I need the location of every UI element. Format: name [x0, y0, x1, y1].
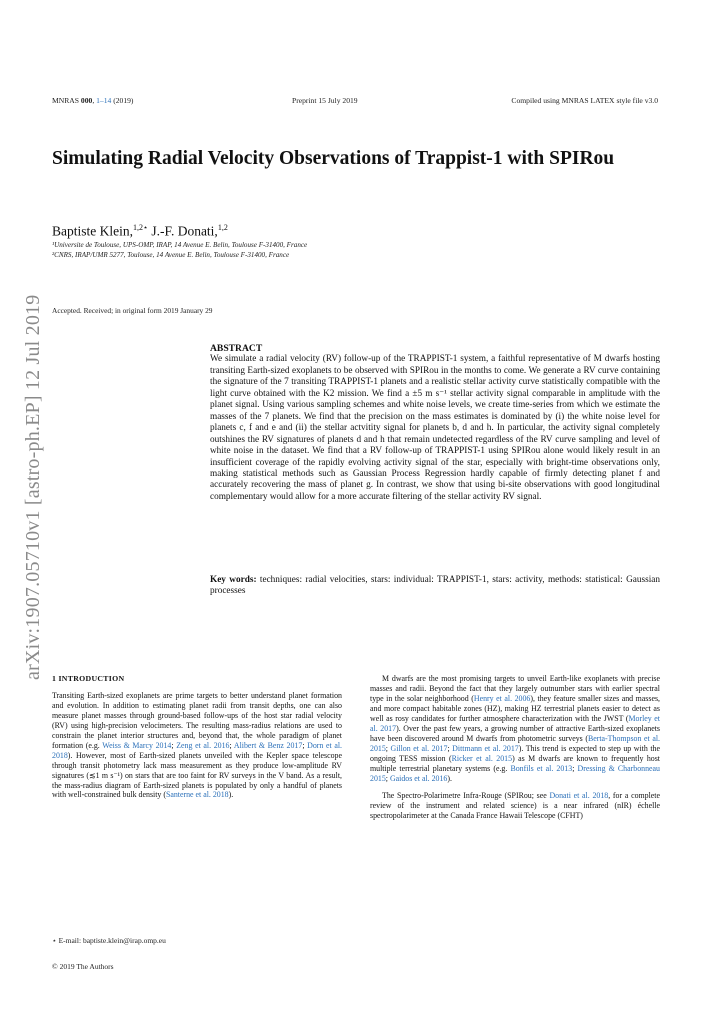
keywords-block — [210, 575, 660, 598]
citation-link[interactable]: Bonfils et al. 2013 — [510, 763, 573, 773]
citation-link[interactable]: Berta-Thompson et al. 2015 — [370, 733, 660, 753]
citation-link[interactable]: Ricker et al. 2015 — [451, 753, 513, 763]
running-header — [52, 96, 658, 108]
author-affil-marker: 1,2 — [217, 223, 228, 232]
author-name: Baptiste Klein, — [52, 223, 133, 239]
author-list — [52, 220, 672, 240]
citation-link[interactable]: Alibert & Benz 2017 — [233, 740, 303, 750]
citation-link[interactable]: Donati et al. 2018 — [549, 791, 609, 801]
keywords-label: Key words: — [210, 575, 257, 585]
author-affil-marker: 1,2⋆ — [133, 223, 149, 232]
intro-paragraph-3: The Spectro-Polarimetre Infra-Rouge (SPIRou; see Donati et al. 2018, for a complete review of the instrument and related science) is a near infrared (nIR) échelle spectropolarimeter at the Canada France Hawaii Telescope (CFHT) — [370, 791, 660, 821]
preprint-date: Preprint 15 July 2019 — [292, 96, 358, 105]
right-column — [370, 674, 660, 821]
citation-link[interactable]: Morley et al. 2017 — [370, 713, 660, 733]
citation-link[interactable]: Dressing & Charbonneau 2015 — [370, 763, 660, 783]
abstract-text: We simulate a radial velocity (RV) follow-up of the TRAPPIST-1 system, a faithful representative of M dwarfs hosting transiting Earth-sized exoplanets to be observed with SPIRou in the months to come. We generate a RV curve containing the signature of the 7 transiting TRAPPIST-1 planets and a realistic stellar activity curve statistically compatible with the light curve obtained with the K2 mission. We find a ±5 m s⁻¹ stellar activity signal comparable in amplitude with the planet signal. Using various sampling schemes and white noise levels, we create time-series from which we estimate the masses of the 7 planets. We find that the precision on the mass estimates is dominated by (i) the white noise level for planets c, f and e and (ii) the stellar actvitity signal for planets b, d and h. In particular, the activity signal completely outshines the RV signatures of planets d and h that remain undetected regardless of the RV curve sampling and level of white noise in the dataset. We find that a RV follow-up of TRAPPIST-1 using SPIRou alone would likely result in an insufficient coverage of the rapidly evolving activity signal of the star, especially with bright-time observations only, making statistical methods such as Gaussian Process Regression hardly capable of firmly detecting planet f and accurately recovering the mass of planet g. In contrast, we show that using bi-site observations with good longitudinal complementary would allow for a more accurate filtering of the stellar activity RV signal. — [210, 354, 660, 502]
left-column — [52, 674, 342, 800]
citation-link[interactable]: Gillon et al. 2017 — [390, 743, 448, 753]
accepted-line: Accepted. Received; in original form 2019 January 29 — [52, 306, 213, 315]
intro-paragraph-1: Transiting Earth-sized exoplanets are prime targets to better understand planet formation and evolution. In addition to estimating planet radii from transit depths, one can also measure planet masses through ground-based follow-ups of the host star radial velocity (RV) using high-precision velocimeters. The resulting mass-radius relations are used to constrain the planet interior structures and, beyond that, the whole paradigm of planet formation (e.g. Weiss & Marcy 2014; Zeng et al. 2016; Alibert & Benz 2017; Dorn et al. 2018). However, most of Earth-sized planets unveiled with the Kepler space telescope through transit photometry lack mass measurement as they produce low-amplitude RV signatures (≲1 m s⁻¹) on stars that are too faint for RV surveys in the V band. As a result, the mass-radius diagram of Earth-sized planets is populated by only a handful of planets with well-constrained bulk density (Santerne et al. 2018). — [52, 690, 343, 800]
citation-link[interactable]: Dittmann et al. 2017 — [452, 743, 519, 753]
citation-link[interactable]: Gaidos et al. 2016 — [389, 773, 448, 783]
affiliations — [52, 240, 672, 260]
section-heading: 1 INTRODUCTION — [52, 674, 125, 683]
abstract-block — [210, 343, 660, 503]
affiliation-line: ¹Universite de Toulouse, UPS-OMP, IRAP, 14 Avenue E. Belin, Toulouse F-31400, France — [52, 241, 308, 249]
compiled-note: Compiled using MNRAS LATEX style file v3.0 — [511, 96, 658, 105]
copyright-notice: © 2019 The Authors — [52, 962, 114, 971]
citation-link[interactable]: Weiss & Marcy 2014 — [102, 740, 172, 750]
page-range-link[interactable]: 1–14 — [96, 96, 112, 105]
affiliation-line: ²CNRS, IRAP/UMR 5277, Toulouse, 14 Avenue E. Belin, Toulouse F-31400, France — [52, 251, 290, 259]
arxiv-identifier: arXiv:1907.05710v1 [astro-ph.EP] 12 Jul 2019 — [22, 294, 44, 680]
citation-link[interactable]: Dorn et al. 2018 — [52, 740, 343, 760]
volume-number: 000 — [80, 96, 93, 105]
citation-link[interactable]: Henry et al. 2006 — [473, 693, 531, 703]
keywords-text: techniques: radial velocities, stars: individual: TRAPPIST-1, stars: activity, methods: statistical: Gaussian processes — [210, 575, 660, 597]
paper-title: Simulating Radial Velocity Observations of Trappist-1 with SPIRou — [52, 148, 615, 169]
abstract-heading: ABSTRACT — [210, 343, 263, 354]
journal-ref: MNRAS 000, 1–14 (2019) — [52, 96, 134, 105]
author-name: J.-F. Donati, — [151, 223, 218, 239]
intro-paragraph-2: M dwarfs are the most promising targets to unveil Earth-like exoplanets with precise masses and radii. Beyond the fact that they largely outnumber stars with earlier spectral type in the solar neighborhood (Henry et al. 2006), they feature smaller sizes and masses, and more compact habitable zones (HZ), making HZ terrestrial planets easier to detect as well as rosy candidates for further atmosphere characterization with the JWST (Morley et al. 2017). Over the past few years, a growing number of attractive Earth-sized exoplanets have been discovered around M dwarfs from photometric surveys (Berta-Thompson et al. 2015; Gillon et al. 2017; Dittmann et al. 2017). This trend is expected to step up with the ongoing TESS mission (Ricker et al. 2015) as M dwarfs are known to frequently host multiple terrestrial planetary systems (e.g. Bonfils et al. 2013; Dressing & Charbonneau 2015; Gaidos et al. 2016). — [370, 674, 660, 783]
footnote-email: ⋆ E-mail: baptiste.klein@irap.omp.eu — [52, 936, 166, 945]
citation-link[interactable]: Santerne et al. 2018 — [165, 790, 229, 800]
citation-link[interactable]: Zeng et al. 2016 — [176, 740, 230, 750]
